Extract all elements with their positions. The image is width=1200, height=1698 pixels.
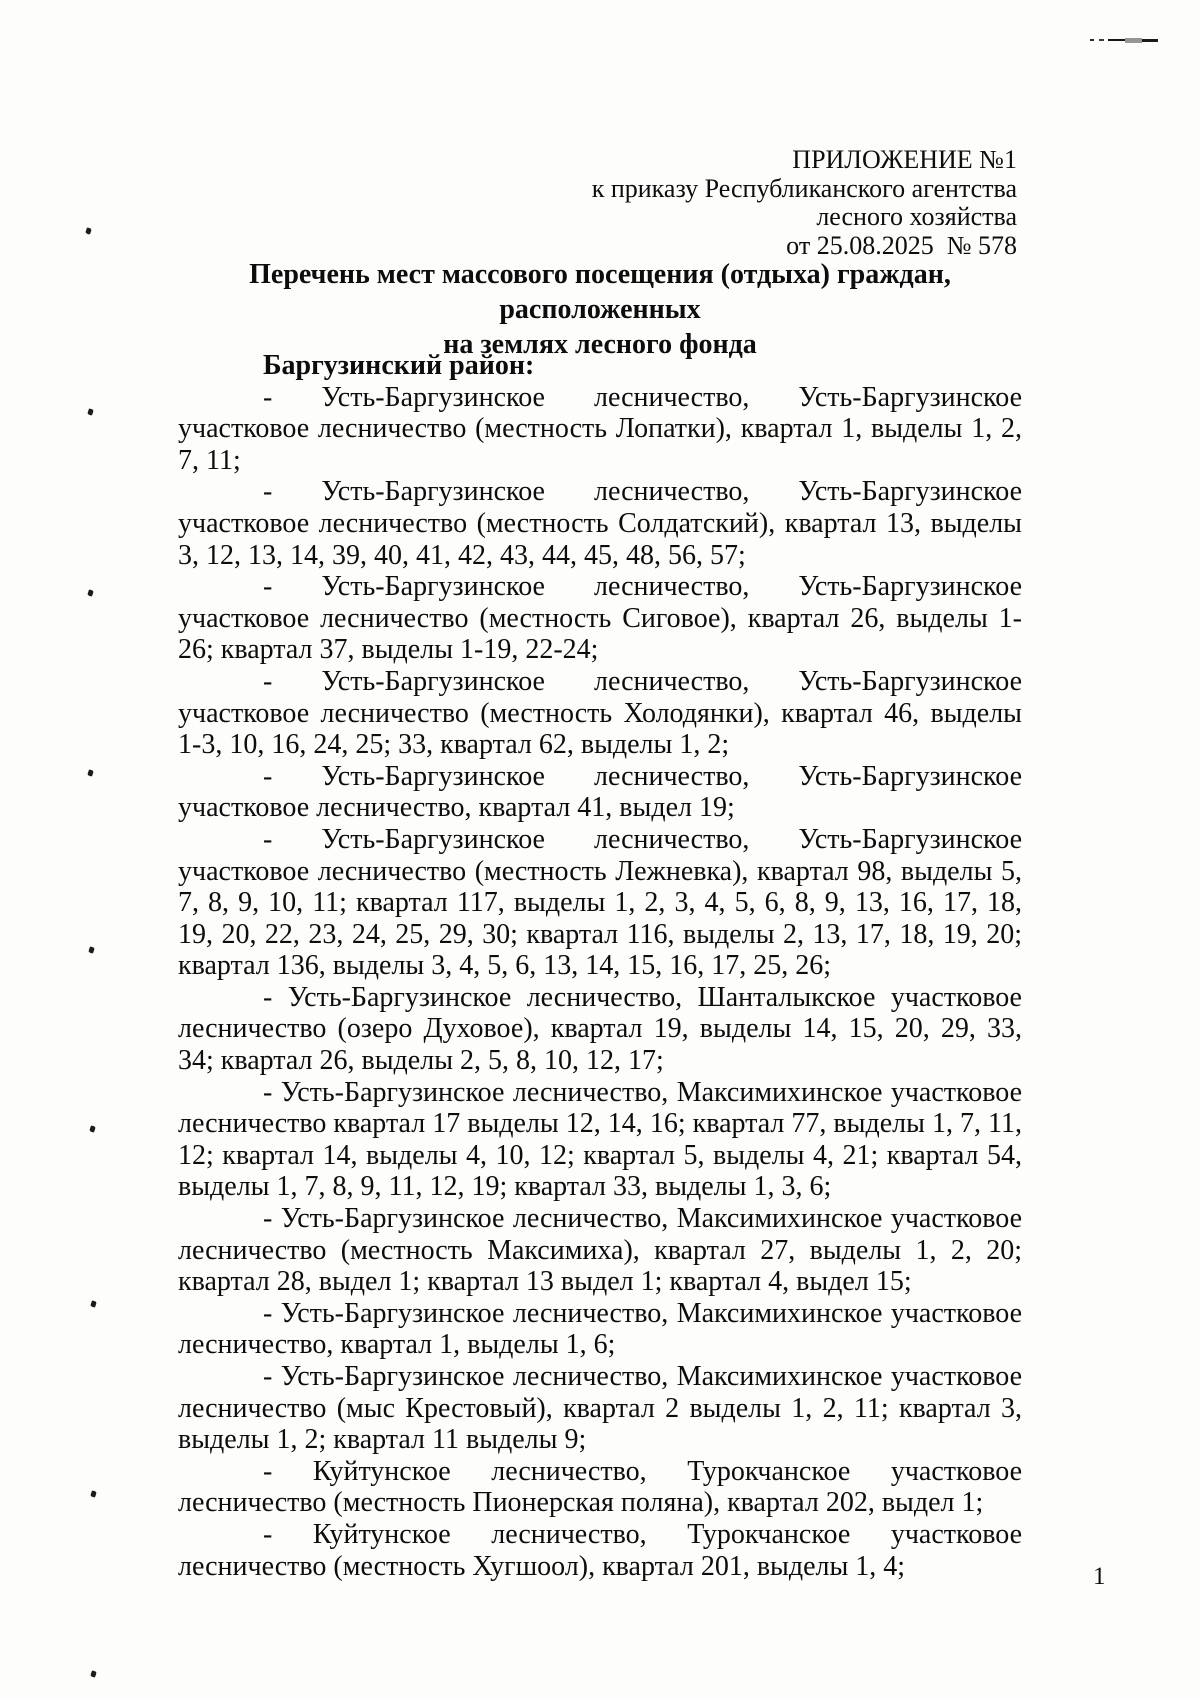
scan-speckle-artifact [90,1490,97,1497]
list-item: - Усть-Баргузинское лесничество, Усть-Баргузинское участковое лесничество (местность Лежневка), квартал 98, выделы 5, 7, 8, 9, 10, 11; квартал 117, выделы 1, 2, 3, 4, 5, 6, 8, 9, 13, 16, 17, 18, 19, 20, 22, 23, 24, 25, 29, 30; квартал 116, выделы 2, 13, 17, 18, 19, 20; квартал 136, выделы 3, 4, 5, 6, 13, 14, 15, 16, 17, 25, 26; [178,823,1022,982]
scan-speckle-artifact [88,946,95,953]
document-title [178,257,1022,362]
list-item: - Усть-Баргузинское лесничество, Максимихинское участковое лесничество, квартал 1, выделы 1, 6; [178,1297,1022,1361]
scan-speckle-artifact [85,227,92,234]
scan-dash-artifact [1090,37,1158,43]
document-title-line-1: Перечень мест массового посещения (отдыха) граждан, расположенных [249,259,951,325]
agency-line: лесного хозяйства [816,202,1017,231]
list-item: - Усть-Баргузинское лесничество, Усть-Баргузинское участковое лесничество, квартал 41, выдел 19; [178,760,1022,824]
scan-dash-segment [1142,39,1158,42]
list-item: - Куйтунское лесничество, Турокчанское участковое лесничество (местность Хугшоол), квартал 201, выделы 1, 4; [178,1518,1022,1582]
scan-speckle-artifact [87,408,94,415]
order-reference-line: к приказу Республиканского агентства [591,173,1017,203]
list-item: - Усть-Баргузинское лесничество, Шанталыкское участковое лесничество (озеро Духовое), квартал 19, выделы 14, 15, 20, 29, 33, 34; квартал 26, выделы 2, 5, 8, 10, 12, 17; [178,981,1022,1077]
list-item: - Усть-Баргузинское лесничество, Усть-Баргузинское участковое лесничество (местность Сиговое), квартал 26, выделы 1-26; квартал 37, выделы 1-19, 22-24; [178,571,1022,666]
list-item: - Усть-Баргузинское лесничество, Усть-Баргузинское участковое лесничество (местность Солдатский), квартал 13, выделы 3, 12, 13, 14, 39, 40, 41, 42, 43, 44, 45, 48, 56, 57; [178,476,1022,571]
list-item: - Усть-Баргузинское лесничество, Максимихинское участковое лесничество квартал 17 выделы 12, 14, 16; квартал 77, выделы 1, 7, 11, 12; квартал 14, выделы 4, 10, 12; квартал 5, выделы 4, 21; квартал 54, выделы 1, 7, 8, 9, 11, 12, 19; квартал 33, выделы 1, 3, 6; [178,1076,1022,1203]
scan-dash-segment [1125,38,1142,43]
scan-speckle-artifact [90,1300,97,1307]
scan-dash-segment [1108,39,1125,41]
scan-dash-segment [1090,39,1094,41]
order-date-number-line: от 25.08.2025 № 578 [786,230,1017,260]
section-heading: Баргузинский район: [263,350,535,381]
scan-dash-segment [1099,39,1104,41]
appendix-number-line: ПРИЛОЖЕНИЕ №1 [792,145,1017,174]
document-body [178,350,1022,1582]
scan-speckle-artifact [87,589,94,596]
scan-speckle-artifact [90,1670,97,1677]
list-item: - Усть-Баргузинское лесничество, Усть-Баргузинское участковое лесничество (местность Лопатки), квартал 1, выделы 1, 2, 7, 11; [178,381,1022,476]
document-title-line-2: на землях лесного фонда [443,329,757,360]
list-item: - Куйтунское лесничество, Турокчанское участковое лесничество (местность Пионерская поляна), квартал 202, выдел 1; [178,1455,1022,1519]
list-item: - Усть-Баргузинское лесничество, Усть-Баргузинское участковое лесничество (местность Холодянки), квартал 46, выделы 1-3, 10, 16, 24, 25; 33, квартал 62, выделы 1, 2; [178,665,1022,761]
scan-speckle-artifact [87,769,94,776]
list-item: - Усть-Баргузинское лесничество, Максимихинское участковое лесничество (местность Максимиха), квартал 27, выделы 1, 2, 20; квартал 28, выдел 1; квартал 13 выдел 1; квартал 4, выдел 15; [178,1203,1022,1298]
scan-speckle-artifact [89,1125,96,1132]
page-number: 1 [1093,1563,1106,1590]
list-item: - Усть-Баргузинское лесничество, Максимихинское участковое лесничество (мыс Крестовый), квартал 2 выделы 1, 2, 11; квартал 3, выделы 1, 2; квартал 11 выделы 9; [178,1361,1022,1456]
appendix-reference-block [592,146,1017,260]
